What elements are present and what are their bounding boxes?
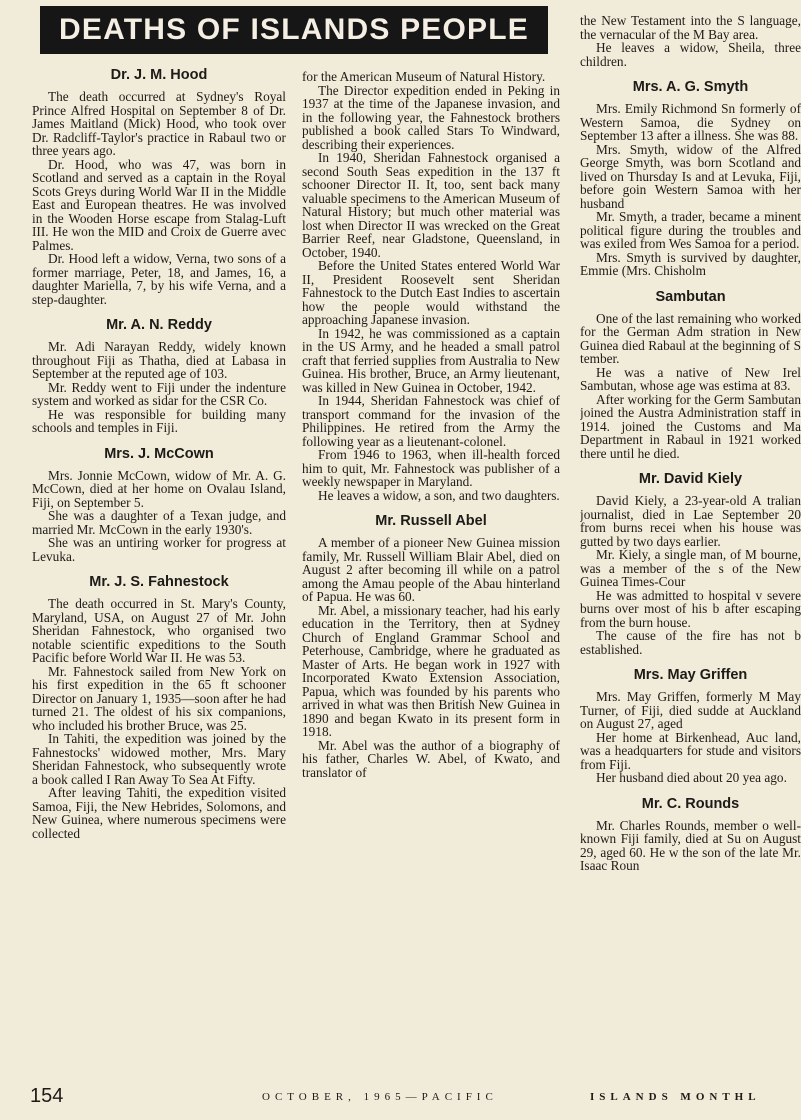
article-paragraph: Mr. Adi Narayan Reddy, widely known throughout Fiji as Thatha, died at Labasa in September at the reputed age of 103. — [32, 339, 286, 381]
article-paragraph: Her home at Birkenhead, Auc land, was a headquarters for stude and visitors from Fiji. — [580, 729, 801, 772]
article-heading: Mrs. May Griffen — [633, 667, 748, 683]
article — [302, 70, 560, 502]
article-paragraph: Mr. Kiely, a single man, of M bourne, was a member of the s of the New Guinea Times-Cour — [580, 547, 801, 589]
article-heading: Sambutan — [655, 288, 726, 305]
article-paragraph: After working for the Germ Sambutan joined the Austra Administration staff in 1914. joined the Customs and Ma Department in Rabaul in 1921 worked there until he died. — [580, 391, 801, 461]
article-paragraph: Dr. Hood, who was 47, was born in Scotland and served as a captain in the Royal Scots Greys during World War II in the Middle East and European theatres. He was involved in the Wooden Horse escape from Stalag-Luft III. He won the MID and Croix de Guerre avec Palmes. — [32, 156, 286, 253]
article-paragraph: David Kiely, a 23-year-old A tralian journalist, died in Lae September 20 from burns recei when his house was gutted by two days earlier. — [580, 493, 801, 549]
article — [580, 78, 801, 278]
article-paragraph: He was responsible for building many schools and temples in Fiji. — [32, 406, 286, 435]
masthead-right: ISLANDS MONTHL — [590, 1091, 761, 1103]
article — [32, 316, 286, 435]
article-paragraph: In Tahiti, the expedition was joined by the Fahnestocks' widowed mother, Mrs. Mary Sheridan Fahnestock, who subsequently wrote a book called I Ran Away To Sea At Fifty. — [32, 731, 286, 787]
article-paragraph: for the American Museum of Natural History. — [302, 70, 546, 84]
article-paragraph: Mrs. Jonnie McCown, widow of Mr. A. G. McCown, died at her home on Ovalau Island, Fiji, on September 5. — [32, 467, 286, 510]
article-paragraph: Dr. Hood left a widow, Verna, two sons of a former marriage, Peter, 18, and James, 16, a daughter Mariella, 7, by his wife Verna, and a step-daughter. — [32, 251, 286, 307]
article — [32, 445, 286, 564]
article — [32, 573, 286, 840]
article-heading: Mrs. J. McCown — [104, 445, 214, 462]
column-3 — [580, 14, 801, 873]
article-paragraph: Mrs. Emily Richmond Sn formerly of Western Samoa, die Sydney on September 13 after a illness. She was 88. — [580, 101, 801, 143]
article-paragraph: One of the last remaining who worked for the German Adm stration in New Guinea died Rabaul at the beginning of S tember. — [580, 310, 801, 366]
article-paragraph: Before the United States entered World War II, President Roosevelt sent Sheridan Fahnestock to the Dutch East Indies to ascertain how the people would withstand the approaching Japanese invasion. — [302, 258, 560, 327]
article-paragraph: Mr. Abel was the author of a biography of his father, Charles W. Abel, of Kwato, and translator of — [302, 737, 560, 779]
column-2 — [302, 70, 560, 779]
article-paragraph: The Director expedition ended in Peking in 1937 at the time of the Japanese invasion, and in the following year, the Fahnestock brothers published a book called Stars To Windward, describing their experiences. — [302, 82, 560, 152]
article-paragraph: He leaves a widow, Sheila, three children. — [580, 40, 801, 69]
article-paragraph: Mr. Abel, a missionary teacher, had his early education in the Territory, then at Sydney Church of England Grammar School and Peterhouse, Cambridge, where he graduated as Master of Arts. He began work in 1927 with Incorporated Kwato Extension Association, Papua, which was founded by his parents who arrived in what was then British New Guinea in 1890 and began Kwato in its present form in 1918. — [302, 602, 560, 739]
page-number: 154 — [30, 1085, 64, 1107]
page-footer — [0, 1085, 801, 1113]
masthead: OCTOBER, 1965—PACIFIC — [262, 1091, 498, 1103]
article-paragraph: In 1944, Sheridan Fahnestock was chief of transport command for the invasion of the Philippines. He retired from the Army the following year as a lieutenant-colonel. — [302, 393, 560, 449]
article-paragraph: Her husband died about 20 yea ago. — [596, 770, 787, 785]
article-paragraph: Mr. Charles Rounds, member o well-known Fiji family, died at Su on August 29, aged 60. He w the son of the late Mr. Isaac Roun — [580, 817, 801, 873]
article-paragraph: In 1940, Sheridan Fahnestock organised a second South Seas expedition in the 137 ft schooner Director II. It, too, sent back many valuable specimens to the American Museum of Natural History; but much other material was lost when Director II was wrecked on the Great Barrier Reef, near Gladstone, Queensland, in October, 1940. — [302, 150, 560, 260]
article — [580, 288, 801, 461]
page-banner — [40, 6, 548, 54]
article-paragraph: After leaving Tahiti, the expedition visited Samoa, Fiji, the New Hebrides, Solomons, and New Guinea, where numerous specimens were collected — [32, 785, 286, 840]
article-paragraph: He leaves a widow, a son, and two daughters. — [318, 487, 560, 503]
article-paragraph: From 1946 to 1963, when ill-health forced him to quit, Mr. Fahnestock was publisher of a weekly newspaper in Maryland. — [302, 447, 560, 489]
article — [580, 14, 801, 68]
article-heading: Dr. J. M. Hood — [110, 67, 208, 83]
article-paragraph: Mr. Fahnestock sailed from New York on his first expedition in the 65 ft schooner Director on January 1, 1935—soon after he had turned 21. The oldest of his six companions, who included his brother Bruce, was 25. — [32, 663, 286, 733]
article-paragraph: Mrs. Smyth, widow of the Alfred George Smyth, was born Scotland and lived on Thursday Is and at Levuka, Fiji, before goin Western Samoa with her husband — [580, 141, 801, 211]
article — [580, 470, 801, 656]
article-paragraph: She was a daughter of a Texan judge, and married Mr. McCown in the early 1930's. — [32, 508, 286, 537]
article-paragraph: He was a native of New Irel Sambutan, whose age was estima at 83. — [580, 364, 801, 393]
article-heading: Mr. David Kiely — [638, 471, 743, 487]
article-paragraph: Mr. Reddy went to Fiji under the indenture system and worked as sidar for the CSR Co. — [32, 379, 286, 408]
article-paragraph: Mr. Smyth, a trader, became a minent political figure during the troubles and was exiled from Wes Samoa for a period. — [580, 209, 801, 251]
article-heading: Mrs. A. G. Smyth — [632, 79, 749, 95]
article-paragraph: She was an untiring worker for progress at Levuka. — [32, 535, 286, 564]
article-paragraph: In 1942, he was commissioned as a captain in the US Army, and he headed a small patrol craft that ferried supplies from Australia to New Guinea. His brother, Bruce, an Army lieutenant, was killed in New Guinea in October, 1942. — [302, 325, 560, 395]
article — [32, 66, 286, 306]
article-paragraph: The death occurred in St. Mary's County, Maryland, USA, on August 27 of Mr. John Sheridan Fahnestock, who organised two notable scientific expeditions to the South Pacific before World War II. He was 53. — [32, 596, 286, 665]
article-heading: Mr. J. S. Fahnestock — [89, 574, 229, 590]
article-paragraph: Mrs. Smyth is survived by daughter, Emmie (Mrs. Chisholm — [580, 249, 801, 278]
column-1 — [32, 66, 286, 840]
article-paragraph: He was admitted to hospital v severe burns over most of his b after escaping from the burn house. — [580, 587, 801, 630]
article-heading: Mr. Russell Abel — [375, 513, 487, 529]
article-paragraph: The cause of the fire has not b established. — [580, 628, 801, 657]
article-paragraph: Mrs. May Griffen, formerly M May Turner, of Fiji, died sudde at Auckland on August 27, aged — [580, 689, 801, 731]
article-paragraph: the New Testament into the S language, the vernacular of the M Bay area. — [580, 14, 801, 42]
article-heading: Mr. C. Rounds — [641, 795, 740, 812]
banner-title: DEATHS OF ISLANDS PEOPLE — [59, 13, 529, 46]
article-paragraph: The death occurred at Sydney's Royal Prince Alfred Hospital on September 8 of Dr. James Maitland (Mick) Hood, who took over Dr. Radcliff-Taylor's practice in Rabaul two or three years ago. — [32, 89, 286, 158]
article-heading: Mr. A. N. Reddy — [106, 317, 212, 333]
article — [580, 666, 801, 785]
article-paragraph: A member of a pioneer New Guinea mission family, Mr. Russell William Blair Abel, died on August 2 after becoming ill while on a patrol among the Amau people of the Abau hinterland of Papua. He was 60. — [302, 535, 560, 604]
article — [580, 795, 801, 873]
article — [302, 512, 560, 779]
